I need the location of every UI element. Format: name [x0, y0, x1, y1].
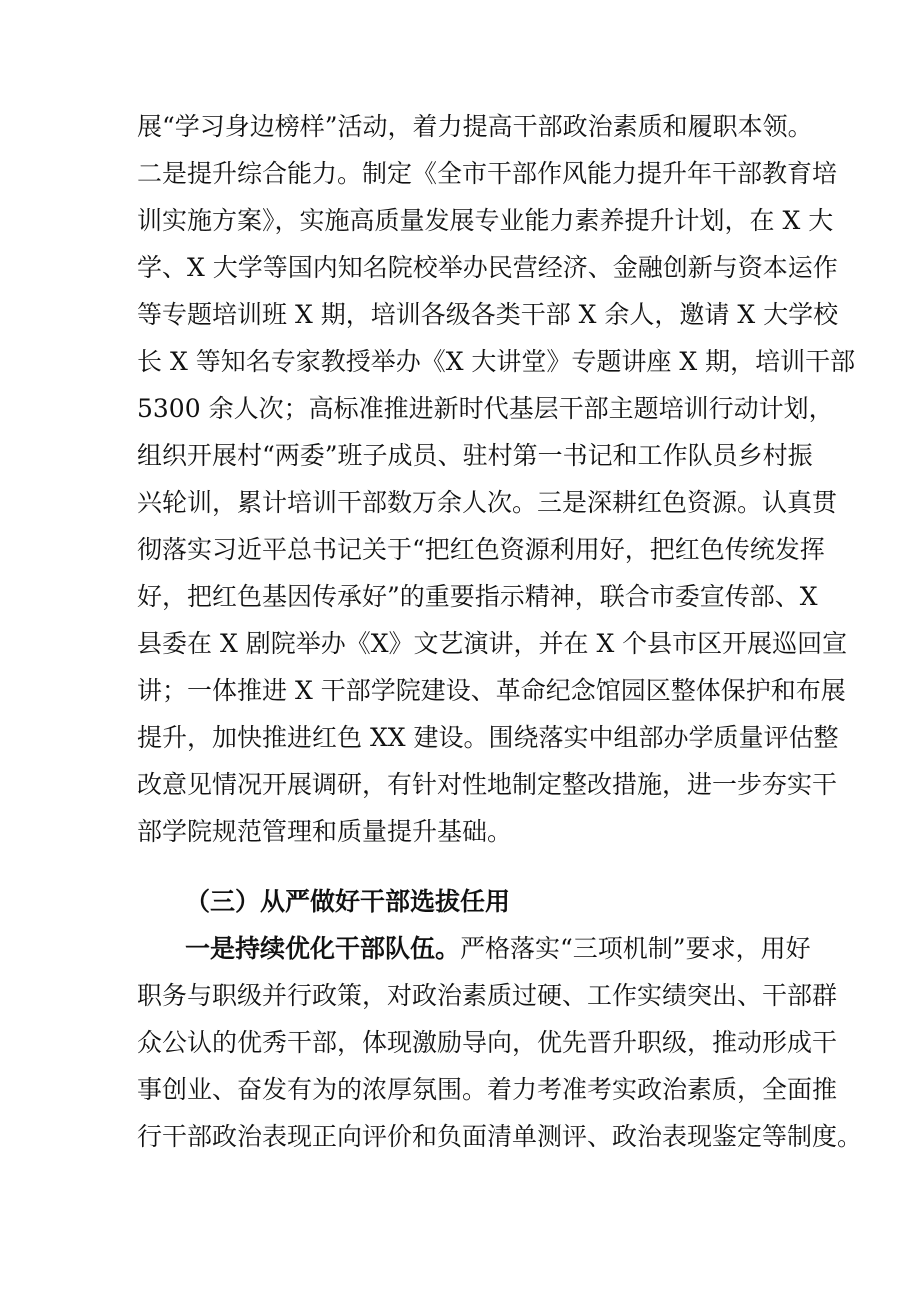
- body-text-line: 讲；一体推进 X 干部学院建设、革命纪念馆园区整体保护和布展: [137, 676, 846, 705]
- body-text-line: 训实施方案》，实施高质量发展专业能力素养提升计划，在 X 大: [137, 206, 834, 235]
- body-text-line: 学、X 大学等国内知名院校举办民营经济、金融创新与资本运作: [137, 253, 838, 282]
- body-text-line: 展“学习身边榜样”活动，着力提高干部政治素质和履职本领。: [137, 112, 813, 141]
- body-text-line: 职务与职级并行政策，对政治素质过硬、工作实绩突出、干部群: [137, 981, 838, 1010]
- body-text-line: 组织开展村“两委”班子成员、驻村第一书记和工作队员乡村振: [137, 441, 813, 470]
- body-text-line: 县委在 X 剧院举办《X》文艺演讲，并在 X 个县市区开展巡回宣: [137, 629, 848, 658]
- paragraph-text: 严格落实“三项机制”要求，用好: [460, 934, 811, 963]
- body-text-line: 事创业、奋发有为的浓厚氛围。着力考准考实政治素质，全面推: [137, 1075, 838, 1104]
- body-text-line: 行干部政治表现正向评价和负面清单测评、政治表现鉴定等制度。: [137, 1122, 863, 1151]
- body-text-line: [185, 927, 811, 971]
- body-text-line: 部学院规范管理和质量提升基础。: [137, 817, 513, 846]
- body-text-line: 长 X 等知名专家教授举办《X 大讲堂》专题讲座 X 期，培训干部: [137, 347, 856, 376]
- body-text-line: 二是提升综合能力。制定《全市干部作风能力提升年干部教育培: [137, 159, 838, 188]
- body-text-line: 彻落实习近平总书记关于“把红色资源利用好，把红色传统发挥: [137, 535, 825, 564]
- body-text-line: 兴轮训，累计培训干部数万余人次。三是深耕红色资源。认真贯: [137, 488, 838, 517]
- section-heading: （三）从严做好干部选拔任用: [185, 887, 511, 916]
- body-text-line: 5300 余人次；高标准推进新时代基层干部主题培训行动计划，: [137, 394, 834, 423]
- body-text-line: 众公认的优秀干部，体现激励导向，优先晋升职级，推动形成干: [137, 1028, 838, 1057]
- body-text-line: 等专题培训班 X 期，培训各级各类干部 X 余人，邀请 X 大学校: [137, 300, 839, 329]
- body-text-line: 改意见情况开展调研，有针对性地制定整改措施，进一步夯实干: [137, 770, 838, 799]
- paragraph-lead: 一是持续优化干部队伍。: [185, 934, 461, 963]
- body-text-line: 提升，加快推进红色 XX 建设。围绕落实中组部办学质量评估整: [137, 723, 839, 752]
- body-text-line: 好，把红色基因传承好”的重要指示精神，联合市委宣传部、X: [137, 582, 818, 611]
